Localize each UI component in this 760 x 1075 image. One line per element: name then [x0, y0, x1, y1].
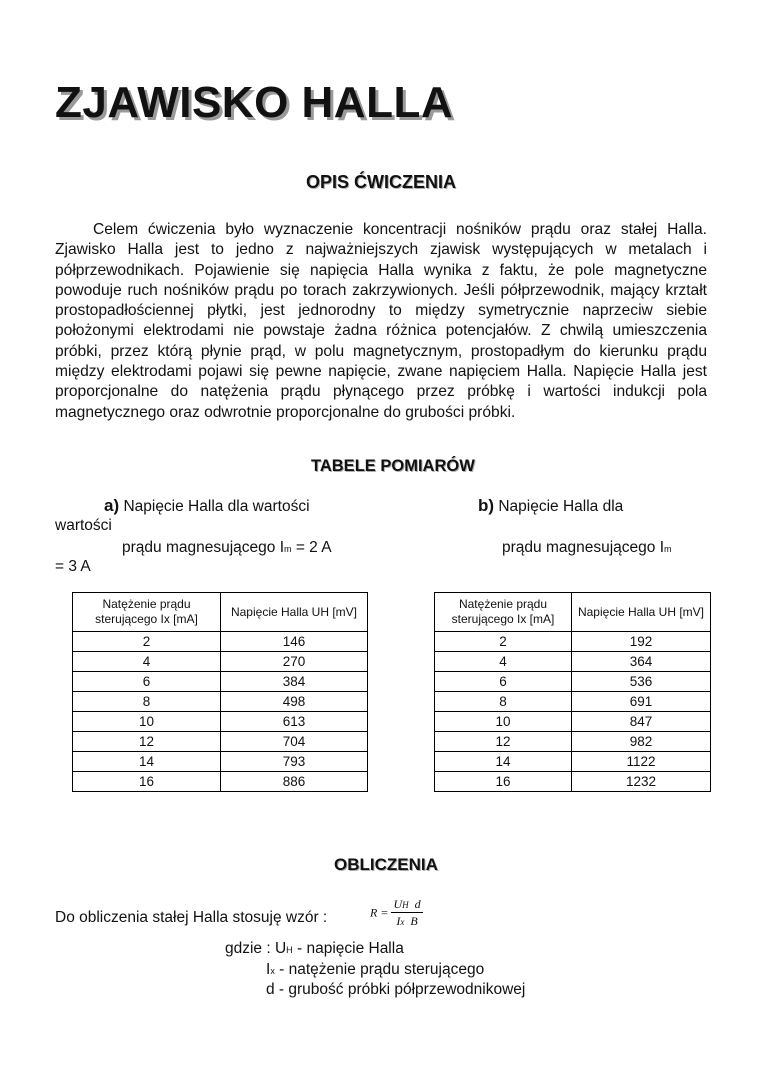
- hall-formula: [370, 897, 423, 930]
- table-row: 2 146: [73, 632, 368, 652]
- label-a-text: Napięcie Halla dla wartości: [123, 498, 310, 515]
- label-a-wrap: wartości: [55, 517, 112, 534]
- section-heading-obliczenia: OBLICZENIA: [334, 855, 438, 874]
- label-a-letter: a): [104, 496, 120, 515]
- section-heading-opis: OPIS ĆWICZENIA: [306, 172, 457, 192]
- label-a: [104, 496, 310, 517]
- measurement-table-b: [434, 592, 711, 792]
- table-row: 12 704: [73, 732, 368, 752]
- table-row: 2 192: [435, 632, 711, 652]
- formula-fraction: [391, 897, 422, 930]
- table-row: 10 847: [435, 712, 711, 732]
- where-line-3: d - grubość próbki półprzewodnikowej: [266, 981, 526, 998]
- label-a-current: prądu magnesującego Im = 2 A: [122, 539, 332, 556]
- description-paragraph: [55, 220, 707, 423]
- table-row: 14 793: [73, 752, 368, 772]
- table-b-body: [435, 632, 711, 792]
- formula-numerator: UH d: [393, 897, 421, 911]
- where-line-2: Ix - natężenie prądu sterującego: [266, 961, 485, 978]
- formula-lhs: R =: [370, 905, 389, 920]
- table-b-header-current: Natężenie prądu sterującego Ix [mA]: [435, 593, 572, 632]
- formula-denominator: Ix B: [396, 914, 418, 928]
- table-row: 14 1122: [435, 752, 711, 772]
- table-row: 16 1232: [435, 772, 711, 792]
- table-row: 12 982: [435, 732, 711, 752]
- table-row: 16 886: [73, 772, 368, 792]
- label-b-value: = 3 A: [55, 558, 91, 575]
- table-row: 4 270: [73, 652, 368, 672]
- calc-intro: Do obliczenia stałej Halla stosuję wzór :: [55, 909, 328, 926]
- table-row: 8 691: [435, 692, 711, 712]
- measurement-table-a: [72, 592, 368, 792]
- table-row: 8 498: [73, 692, 368, 712]
- table-row: 10 613: [73, 712, 368, 732]
- label-b: [478, 496, 623, 517]
- label-b-letter: b): [478, 496, 495, 515]
- table-a-body: [73, 632, 368, 792]
- label-b-current: prądu magnesującego Im: [502, 539, 672, 556]
- table-b-header-voltage: Napięcie Halla UH [mV]: [572, 593, 711, 632]
- page-title: ZJAWISKO HALLA: [55, 78, 454, 127]
- table-row: 6 384: [73, 672, 368, 692]
- description-text: Celem ćwiczenia było wyznaczenie koncentracji nośników prądu oraz stałej Halla. Zjawisko Halla jest to jedno z najważniejszych zjawisk występujących w metalach i półprzewodnikach. Pojawienie się napięcia Halla wynika z faktu, że pole magnetyczne powoduje ruch nośników prądu po torach zakrzywionych. Jeśli półprzewodnik, mający krztałt prostopadłościennej płytki, jest jednorodny to między symetrycznie naprzeciw siebie położonymi elektrodami nie powstaje żadna różnica potencjałów. Z chwilą umieszczenia próbki, przez którą płynie prąd, w polu magnetycznym, prostopadłym do kierunku prądu między elektrodami pojawi się pewne napięcie, zwane napięciem Halla. Napięcie Halla jest proporcjonalne do natężenia prądu płynącego przez próbkę i wartości indukcji pola magnetycznego oraz odwrotnie proporcjonalne do grubości próbki.: [55, 221, 707, 421]
- table-a-header-voltage: Napięcie Halla UH [mV]: [221, 593, 368, 632]
- where-line-1: gdzie : UH - napięcie Halla: [225, 940, 404, 957]
- label-b-text: Napięcie Halla dla: [498, 498, 624, 515]
- section-heading-tabele: TABELE POMIARÓW: [311, 457, 475, 475]
- table-a-header-current: Natężenie prądu sterującego Ix [mA]: [73, 593, 221, 632]
- table-row: 6 536: [435, 672, 711, 692]
- table-row: 4 364: [435, 652, 711, 672]
